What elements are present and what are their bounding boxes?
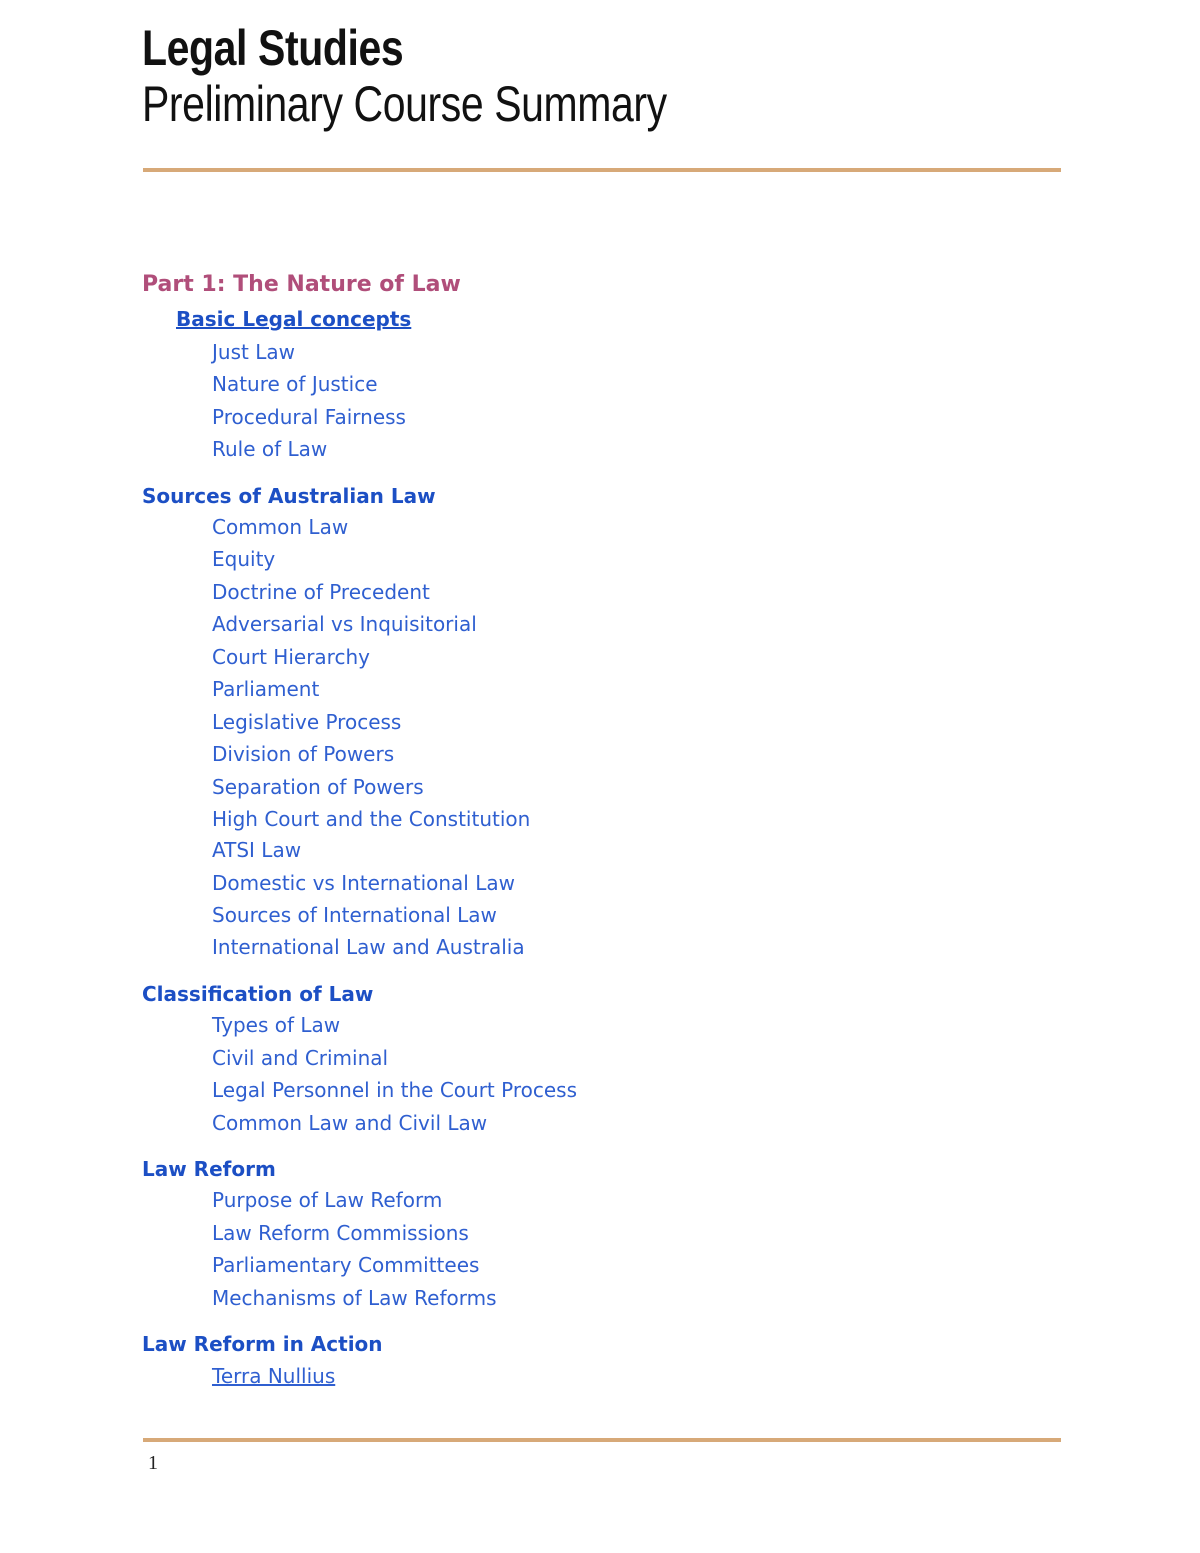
toc-section-law-reform-in-action[interactable]: Law Reform in Action bbox=[142, 1332, 383, 1356]
toc-section-classification-of-law[interactable]: Classification of Law bbox=[142, 982, 374, 1006]
toc-item[interactable]: Equity bbox=[212, 547, 276, 571]
document-subtitle: Preliminary Course Summary bbox=[142, 76, 667, 132]
toc-item[interactable]: ATSI Law bbox=[212, 838, 302, 862]
document-title: Legal Studies bbox=[142, 20, 404, 76]
toc-item[interactable]: Doctrine of Precedent bbox=[212, 580, 430, 604]
toc-item[interactable]: Rule of Law bbox=[212, 437, 328, 461]
toc-section-basic-legal-concepts[interactable]: Basic Legal concepts bbox=[176, 307, 412, 331]
toc-item[interactable]: Adversarial vs Inquisitorial bbox=[212, 612, 477, 636]
page-number: 1 bbox=[148, 1452, 158, 1474]
toc-item[interactable]: Common Law and Civil Law bbox=[212, 1111, 488, 1135]
toc-item[interactable]: Parliamentary Committees bbox=[212, 1253, 480, 1277]
toc-item[interactable]: International Law and Australia bbox=[212, 935, 525, 959]
toc-item[interactable]: Division of Powers bbox=[212, 742, 395, 766]
toc-item[interactable]: Court Hierarchy bbox=[212, 645, 370, 669]
toc-item[interactable]: Procedural Fairness bbox=[212, 405, 406, 429]
toc-item[interactable]: Types of Law bbox=[212, 1013, 341, 1037]
toc-item[interactable]: Legislative Process bbox=[212, 710, 402, 734]
toc-item[interactable]: Common Law bbox=[212, 515, 349, 539]
toc-item[interactable]: Nature of Justice bbox=[212, 372, 378, 396]
toc-item[interactable]: Mechanisms of Law Reforms bbox=[212, 1286, 497, 1310]
toc-item[interactable]: Civil and Criminal bbox=[212, 1046, 389, 1070]
toc-item[interactable]: Terra Nullius bbox=[212, 1364, 336, 1388]
toc-item[interactable]: Law Reform Commissions bbox=[212, 1221, 469, 1245]
toc-item[interactable]: Legal Personnel in the Court Process bbox=[212, 1078, 577, 1102]
toc-item[interactable]: Separation of Powers bbox=[212, 775, 424, 799]
document-title-block bbox=[142, 20, 667, 132]
footer-divider bbox=[143, 1438, 1061, 1442]
toc-item[interactable]: Sources of International Law bbox=[212, 903, 497, 927]
toc-item[interactable]: Parliament bbox=[212, 677, 320, 701]
toc-section-sources-of-australian-law[interactable]: Sources of Australian Law bbox=[142, 484, 436, 508]
toc-item[interactable]: Just Law bbox=[212, 340, 295, 364]
header-divider bbox=[143, 168, 1061, 172]
part-heading: Part 1: The Nature of Law bbox=[142, 272, 461, 297]
toc-section-law-reform[interactable]: Law Reform bbox=[142, 1157, 276, 1181]
toc-item[interactable]: Purpose of Law Reform bbox=[212, 1188, 443, 1212]
toc-item[interactable]: Domestic vs International Law bbox=[212, 871, 515, 895]
toc-item[interactable]: High Court and the Constitution bbox=[212, 807, 531, 831]
